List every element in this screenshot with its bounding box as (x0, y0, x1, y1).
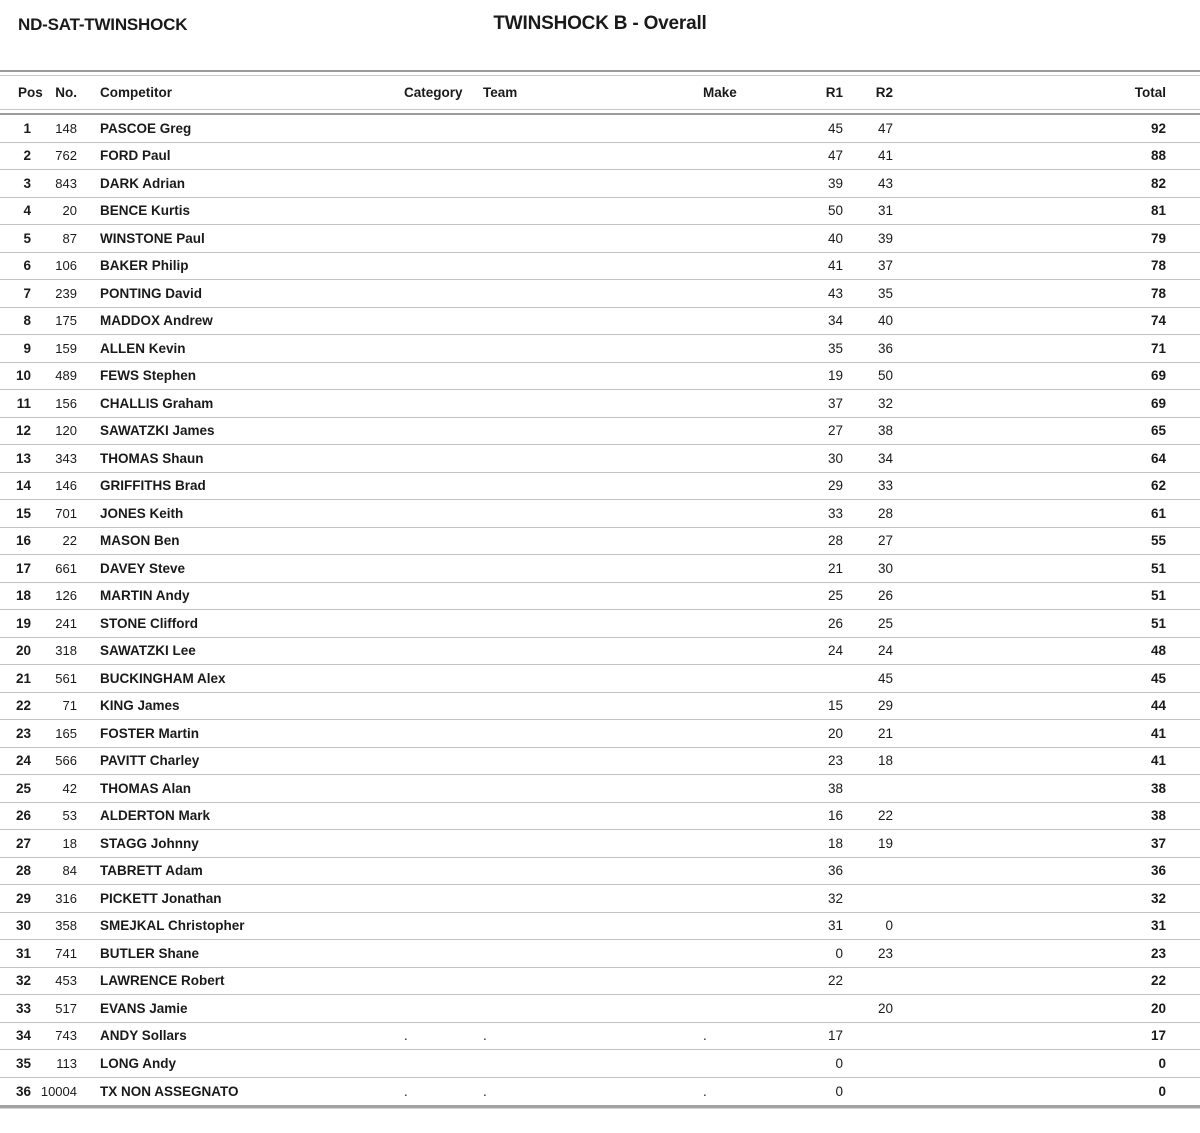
cell-total: 44 (1150, 698, 1166, 714)
cell-r1: 31 (827, 918, 843, 934)
table-row (0, 363, 1200, 391)
bottom-rule (0, 1105, 1200, 1109)
cell-r2: 39 (877, 230, 893, 246)
cell-total: 65 (1150, 423, 1166, 439)
cell-pos: 27 (15, 835, 31, 851)
cell-competitor: BENCE Kurtis (100, 203, 191, 219)
cell-r1: 27 (827, 423, 843, 439)
cell-pos: 32 (15, 973, 31, 989)
table-row (0, 198, 1200, 226)
cell-pos: 22 (15, 698, 31, 714)
table-row (0, 775, 1200, 803)
cell-r1: 16 (827, 808, 843, 824)
cell-total: 69 (1150, 395, 1166, 411)
cell-pos: 30 (15, 918, 31, 934)
table-row (0, 528, 1200, 556)
cell-competitor: TABRETT Adam (100, 863, 203, 879)
table-row (0, 885, 1200, 913)
cell-pos: 31 (15, 945, 31, 961)
cell-r1: 47 (827, 148, 843, 164)
cell-pos: 24 (15, 753, 31, 769)
cell-r1: 36 (827, 863, 843, 879)
cell-r2: 32 (877, 395, 893, 411)
cell-r1: 0 (835, 1083, 843, 1099)
cell-competitor: CHALLIS Graham (100, 395, 214, 411)
cell-competitor: DARK Adrian (100, 175, 186, 191)
cell-r1: 15 (827, 698, 843, 714)
cell-total: 41 (1150, 725, 1166, 741)
table-row (0, 583, 1200, 611)
cell-r2: 38 (877, 423, 893, 439)
cell-no: 20 (62, 203, 77, 219)
table-row (0, 253, 1200, 281)
table-row (0, 170, 1200, 198)
cell-r2: 28 (877, 505, 893, 521)
cell-pos: 13 (15, 450, 31, 466)
cell-competitor: FORD Paul (100, 148, 171, 164)
cell-r2: 22 (877, 808, 893, 824)
cell-r2: 23 (877, 945, 893, 961)
cell-pos: 21 (15, 670, 31, 686)
cell-r1: 26 (827, 615, 843, 631)
cell-r2: 47 (877, 120, 893, 136)
cell-total: 82 (1150, 175, 1166, 191)
column-header-make: Make (703, 85, 737, 100)
cell-no: 343 (55, 450, 77, 466)
cell-total: 45 (1150, 670, 1166, 686)
cell-pos: 4 (23, 203, 31, 219)
cell-pos: 23 (15, 725, 31, 741)
cell-r1: 0 (835, 1055, 843, 1071)
cell-competitor: BUTLER Shane (100, 945, 200, 961)
column-header-team: Team (483, 85, 518, 100)
cell-competitor: ALDERTON Mark (100, 808, 211, 824)
cell-pos: 20 (15, 643, 31, 659)
cell-category: . (404, 1028, 408, 1044)
cell-r1: 22 (827, 973, 843, 989)
table-row (0, 335, 1200, 363)
cell-pos: 6 (23, 258, 31, 274)
cell-no: 241 (55, 615, 77, 631)
cell-pos: 19 (15, 615, 31, 631)
cell-competitor: PASCOE Greg (100, 120, 192, 136)
cell-competitor: SAWATZKI James (100, 423, 215, 439)
cell-pos: 17 (15, 560, 31, 576)
cell-r2: 45 (877, 670, 893, 686)
cell-r2: 20 (877, 1000, 893, 1016)
table-row (0, 968, 1200, 996)
cell-r1: 45 (827, 120, 843, 136)
table-row (0, 858, 1200, 886)
cell-pos: 28 (15, 863, 31, 879)
cell-competitor: ANDY Sollars (100, 1028, 187, 1044)
cell-total: 38 (1150, 780, 1166, 796)
cell-no: 661 (55, 560, 77, 576)
table-row (0, 830, 1200, 858)
table-row (0, 308, 1200, 336)
cell-total: 92 (1150, 120, 1166, 136)
cell-r1: 50 (827, 203, 843, 219)
cell-total: 0 (1158, 1083, 1166, 1099)
cell-r2: 50 (877, 368, 893, 384)
cell-competitor: FEWS Stephen (100, 368, 197, 384)
cell-total: 69 (1150, 368, 1166, 384)
cell-total: 78 (1150, 258, 1166, 274)
cell-category: . (404, 1083, 408, 1099)
table-row (0, 1023, 1200, 1051)
cell-no: 316 (55, 890, 77, 906)
cell-r1: 0 (835, 945, 843, 961)
cell-r1: 23 (827, 753, 843, 769)
cell-pos: 11 (16, 395, 31, 411)
cell-total: 51 (1150, 615, 1166, 631)
cell-no: 18 (62, 835, 77, 851)
cell-pos: 2 (23, 148, 31, 164)
table-row (0, 445, 1200, 473)
column-header-competitor: Competitor (100, 85, 172, 100)
cell-pos: 36 (15, 1083, 31, 1099)
cell-pos: 5 (23, 230, 31, 246)
cell-r1: 33 (827, 505, 843, 521)
cell-total: 62 (1150, 478, 1166, 494)
cell-competitor: GRIFFITHS Brad (100, 478, 206, 494)
cell-r1: 34 (827, 313, 843, 329)
cell-r1: 38 (827, 780, 843, 796)
cell-r2: 37 (877, 258, 893, 274)
table-row (0, 638, 1200, 666)
cell-competitor: STONE Clifford (100, 615, 199, 631)
cell-no: 120 (55, 423, 77, 439)
cell-pos: 8 (23, 313, 31, 329)
table-row (0, 473, 1200, 501)
cell-pos: 35 (15, 1055, 31, 1071)
cell-r1: 17 (827, 1028, 843, 1044)
cell-total: 64 (1150, 450, 1166, 466)
cell-total: 22 (1150, 973, 1166, 989)
cell-total: 74 (1150, 313, 1166, 329)
cell-r1: 43 (827, 285, 843, 301)
cell-r2: 36 (877, 340, 893, 356)
cell-total: 71 (1150, 340, 1166, 356)
cell-total: 20 (1150, 1000, 1166, 1016)
cell-total: 23 (1150, 945, 1166, 961)
cell-r2: 0 (885, 918, 893, 934)
cell-total: 55 (1150, 533, 1166, 549)
cell-total: 88 (1150, 148, 1166, 164)
cell-make: . (703, 1083, 707, 1099)
cell-competitor: THOMAS Alan (100, 780, 191, 796)
cell-competitor: MASON Ben (100, 533, 180, 549)
table-row (0, 500, 1200, 528)
cell-no: 489 (55, 368, 77, 384)
cell-r2: 19 (877, 835, 893, 851)
cell-competitor: MARTIN Andy (100, 588, 190, 604)
table-row (0, 693, 1200, 721)
cell-r2: 33 (877, 478, 893, 494)
table-row (0, 1078, 1200, 1106)
cell-r2: 35 (877, 285, 893, 301)
cell-no: 146 (55, 478, 77, 494)
cell-total: 41 (1150, 753, 1166, 769)
cell-pos: 29 (15, 890, 31, 906)
cell-r2: 30 (877, 560, 893, 576)
cell-no: 743 (55, 1028, 77, 1044)
column-header-no: No. (55, 85, 77, 100)
cell-competitor: KING James (100, 698, 180, 714)
cell-pos: 16 (15, 533, 31, 549)
cell-total: 51 (1150, 560, 1166, 576)
cell-total: 36 (1150, 863, 1166, 879)
cell-competitor: LAWRENCE Robert (100, 973, 225, 989)
cell-total: 79 (1150, 230, 1166, 246)
cell-r1: 18 (827, 835, 843, 851)
cell-pos: 15 (15, 505, 31, 521)
cell-competitor: ALLEN Kevin (100, 340, 186, 356)
cell-pos: 26 (15, 808, 31, 824)
cell-competitor: EVANS Jamie (100, 1000, 188, 1016)
title-bar (0, 0, 1200, 70)
cell-no: 10004 (40, 1083, 77, 1099)
cell-total: 37 (1150, 835, 1166, 851)
cell-r1: 19 (827, 368, 843, 384)
table-row (0, 610, 1200, 638)
cell-no: 106 (55, 258, 77, 274)
cell-competitor: LONG Andy (100, 1055, 176, 1071)
page-title: TWINSHOCK B - Overall (493, 13, 707, 34)
cell-competitor: BUCKINGHAM Alex (100, 670, 226, 686)
table-row (0, 748, 1200, 776)
cell-competitor: STAGG Johnny (100, 835, 199, 851)
cell-make: . (703, 1028, 707, 1044)
table-row (0, 280, 1200, 308)
cell-r1: 32 (827, 890, 843, 906)
cell-r1: 35 (827, 340, 843, 356)
column-header-r1: R1 (825, 85, 843, 100)
table-row (0, 555, 1200, 583)
table-header (0, 76, 1200, 109)
cell-total: 78 (1150, 285, 1166, 301)
cell-r1: 29 (827, 478, 843, 494)
cell-pos: 14 (15, 478, 31, 494)
cell-no: 566 (55, 753, 77, 769)
cell-total: 48 (1150, 643, 1166, 659)
cell-no: 762 (55, 148, 77, 164)
cell-competitor: SMEJKAL Christopher (100, 918, 245, 934)
cell-total: 38 (1150, 808, 1166, 824)
table-row (0, 995, 1200, 1023)
table-row (0, 665, 1200, 693)
cell-r1: 41 (827, 258, 843, 274)
cell-r2: 34 (877, 450, 893, 466)
cell-no: 741 (55, 945, 77, 961)
cell-total: 0 (1158, 1055, 1166, 1071)
cell-total: 61 (1150, 505, 1166, 521)
cell-no: 113 (56, 1055, 77, 1071)
column-header-pos: Pos (18, 85, 43, 100)
cell-r2: 26 (877, 588, 893, 604)
cell-pos: 33 (15, 1000, 31, 1016)
cell-no: 701 (55, 505, 77, 521)
cell-competitor: BAKER Philip (100, 258, 189, 274)
cell-competitor: DAVEY Steve (100, 560, 186, 576)
cell-pos: 12 (15, 423, 31, 439)
cell-r2: 18 (877, 753, 893, 769)
cell-no: 358 (55, 918, 77, 934)
cell-r2: 29 (877, 698, 893, 714)
cell-competitor: TX NON ASSEGNATO (100, 1083, 239, 1099)
cell-no: 517 (55, 1000, 77, 1016)
cell-no: 126 (55, 588, 77, 604)
cell-r2: 41 (877, 148, 893, 164)
column-header-category: Category (404, 85, 463, 100)
cell-no: 561 (55, 670, 77, 686)
table-row (0, 418, 1200, 446)
cell-no: 843 (55, 175, 77, 191)
table-row (0, 143, 1200, 171)
cell-no: 239 (55, 285, 77, 301)
cell-competitor: PONTING David (100, 285, 203, 301)
table-row (0, 1050, 1200, 1078)
table-row (0, 940, 1200, 968)
cell-r2: 43 (877, 175, 893, 191)
table-row (0, 720, 1200, 748)
cell-pos: 10 (15, 368, 31, 384)
cell-no: 84 (62, 863, 77, 879)
cell-r1: 21 (827, 560, 843, 576)
cell-no: 156 (55, 395, 77, 411)
cell-pos: 9 (23, 340, 31, 356)
cell-total: 51 (1150, 588, 1166, 604)
cell-r2: 31 (877, 203, 893, 219)
column-header-r2: R2 (875, 85, 893, 100)
cell-r2: 21 (877, 725, 893, 741)
cell-r1: 28 (827, 533, 843, 549)
cell-r1: 37 (827, 395, 843, 411)
cell-r1: 40 (827, 230, 843, 246)
cell-r2: 25 (877, 615, 893, 631)
cell-no: 53 (62, 808, 77, 824)
cell-no: 165 (55, 725, 77, 741)
cell-pos: 1 (23, 120, 31, 136)
cell-r1: 20 (827, 725, 843, 741)
table-row (0, 803, 1200, 831)
cell-r1: 24 (827, 643, 843, 659)
cell-pos: 7 (23, 285, 31, 301)
cell-no: 71 (62, 698, 77, 714)
cell-competitor: PICKETT Jonathan (100, 890, 222, 906)
cell-total: 31 (1150, 918, 1166, 934)
cell-total: 32 (1150, 890, 1166, 906)
column-header-total: Total (1134, 85, 1166, 100)
cell-r2: 40 (877, 313, 893, 329)
cell-r1: 39 (827, 175, 843, 191)
cell-total: 81 (1150, 203, 1166, 219)
cell-r1: 30 (827, 450, 843, 466)
table-body (0, 115, 1200, 1105)
cell-pos: 34 (15, 1028, 31, 1044)
cell-no: 87 (62, 230, 77, 246)
cell-pos: 18 (15, 588, 31, 604)
cell-pos: 3 (23, 175, 31, 191)
cell-no: 42 (62, 780, 77, 796)
cell-competitor: PAVITT Charley (100, 753, 200, 769)
table-row (0, 390, 1200, 418)
cell-team: . (483, 1028, 487, 1044)
cell-r2: 24 (877, 643, 893, 659)
cell-pos: 25 (15, 780, 31, 796)
cell-no: 159 (55, 340, 77, 356)
table-row (0, 225, 1200, 253)
cell-team: . (483, 1083, 487, 1099)
cell-no: 453 (55, 973, 77, 989)
cell-competitor: SAWATZKI Lee (100, 643, 196, 659)
cell-competitor: WINSTONE Paul (100, 230, 205, 246)
cell-competitor: MADDOX Andrew (100, 313, 213, 329)
event-title: ND-SAT-TWINSHOCK (18, 15, 188, 34)
cell-competitor: THOMAS Shaun (100, 450, 204, 466)
cell-competitor: JONES Keith (100, 505, 184, 521)
cell-competitor: FOSTER Martin (100, 725, 200, 741)
cell-no: 22 (62, 533, 77, 549)
cell-no: 148 (55, 120, 77, 136)
table-row (0, 913, 1200, 941)
cell-r1: 25 (827, 588, 843, 604)
table-row (0, 115, 1200, 143)
cell-r2: 27 (877, 533, 893, 549)
cell-total: 17 (1150, 1028, 1166, 1044)
cell-no: 318 (55, 643, 77, 659)
cell-no: 175 (55, 313, 77, 329)
